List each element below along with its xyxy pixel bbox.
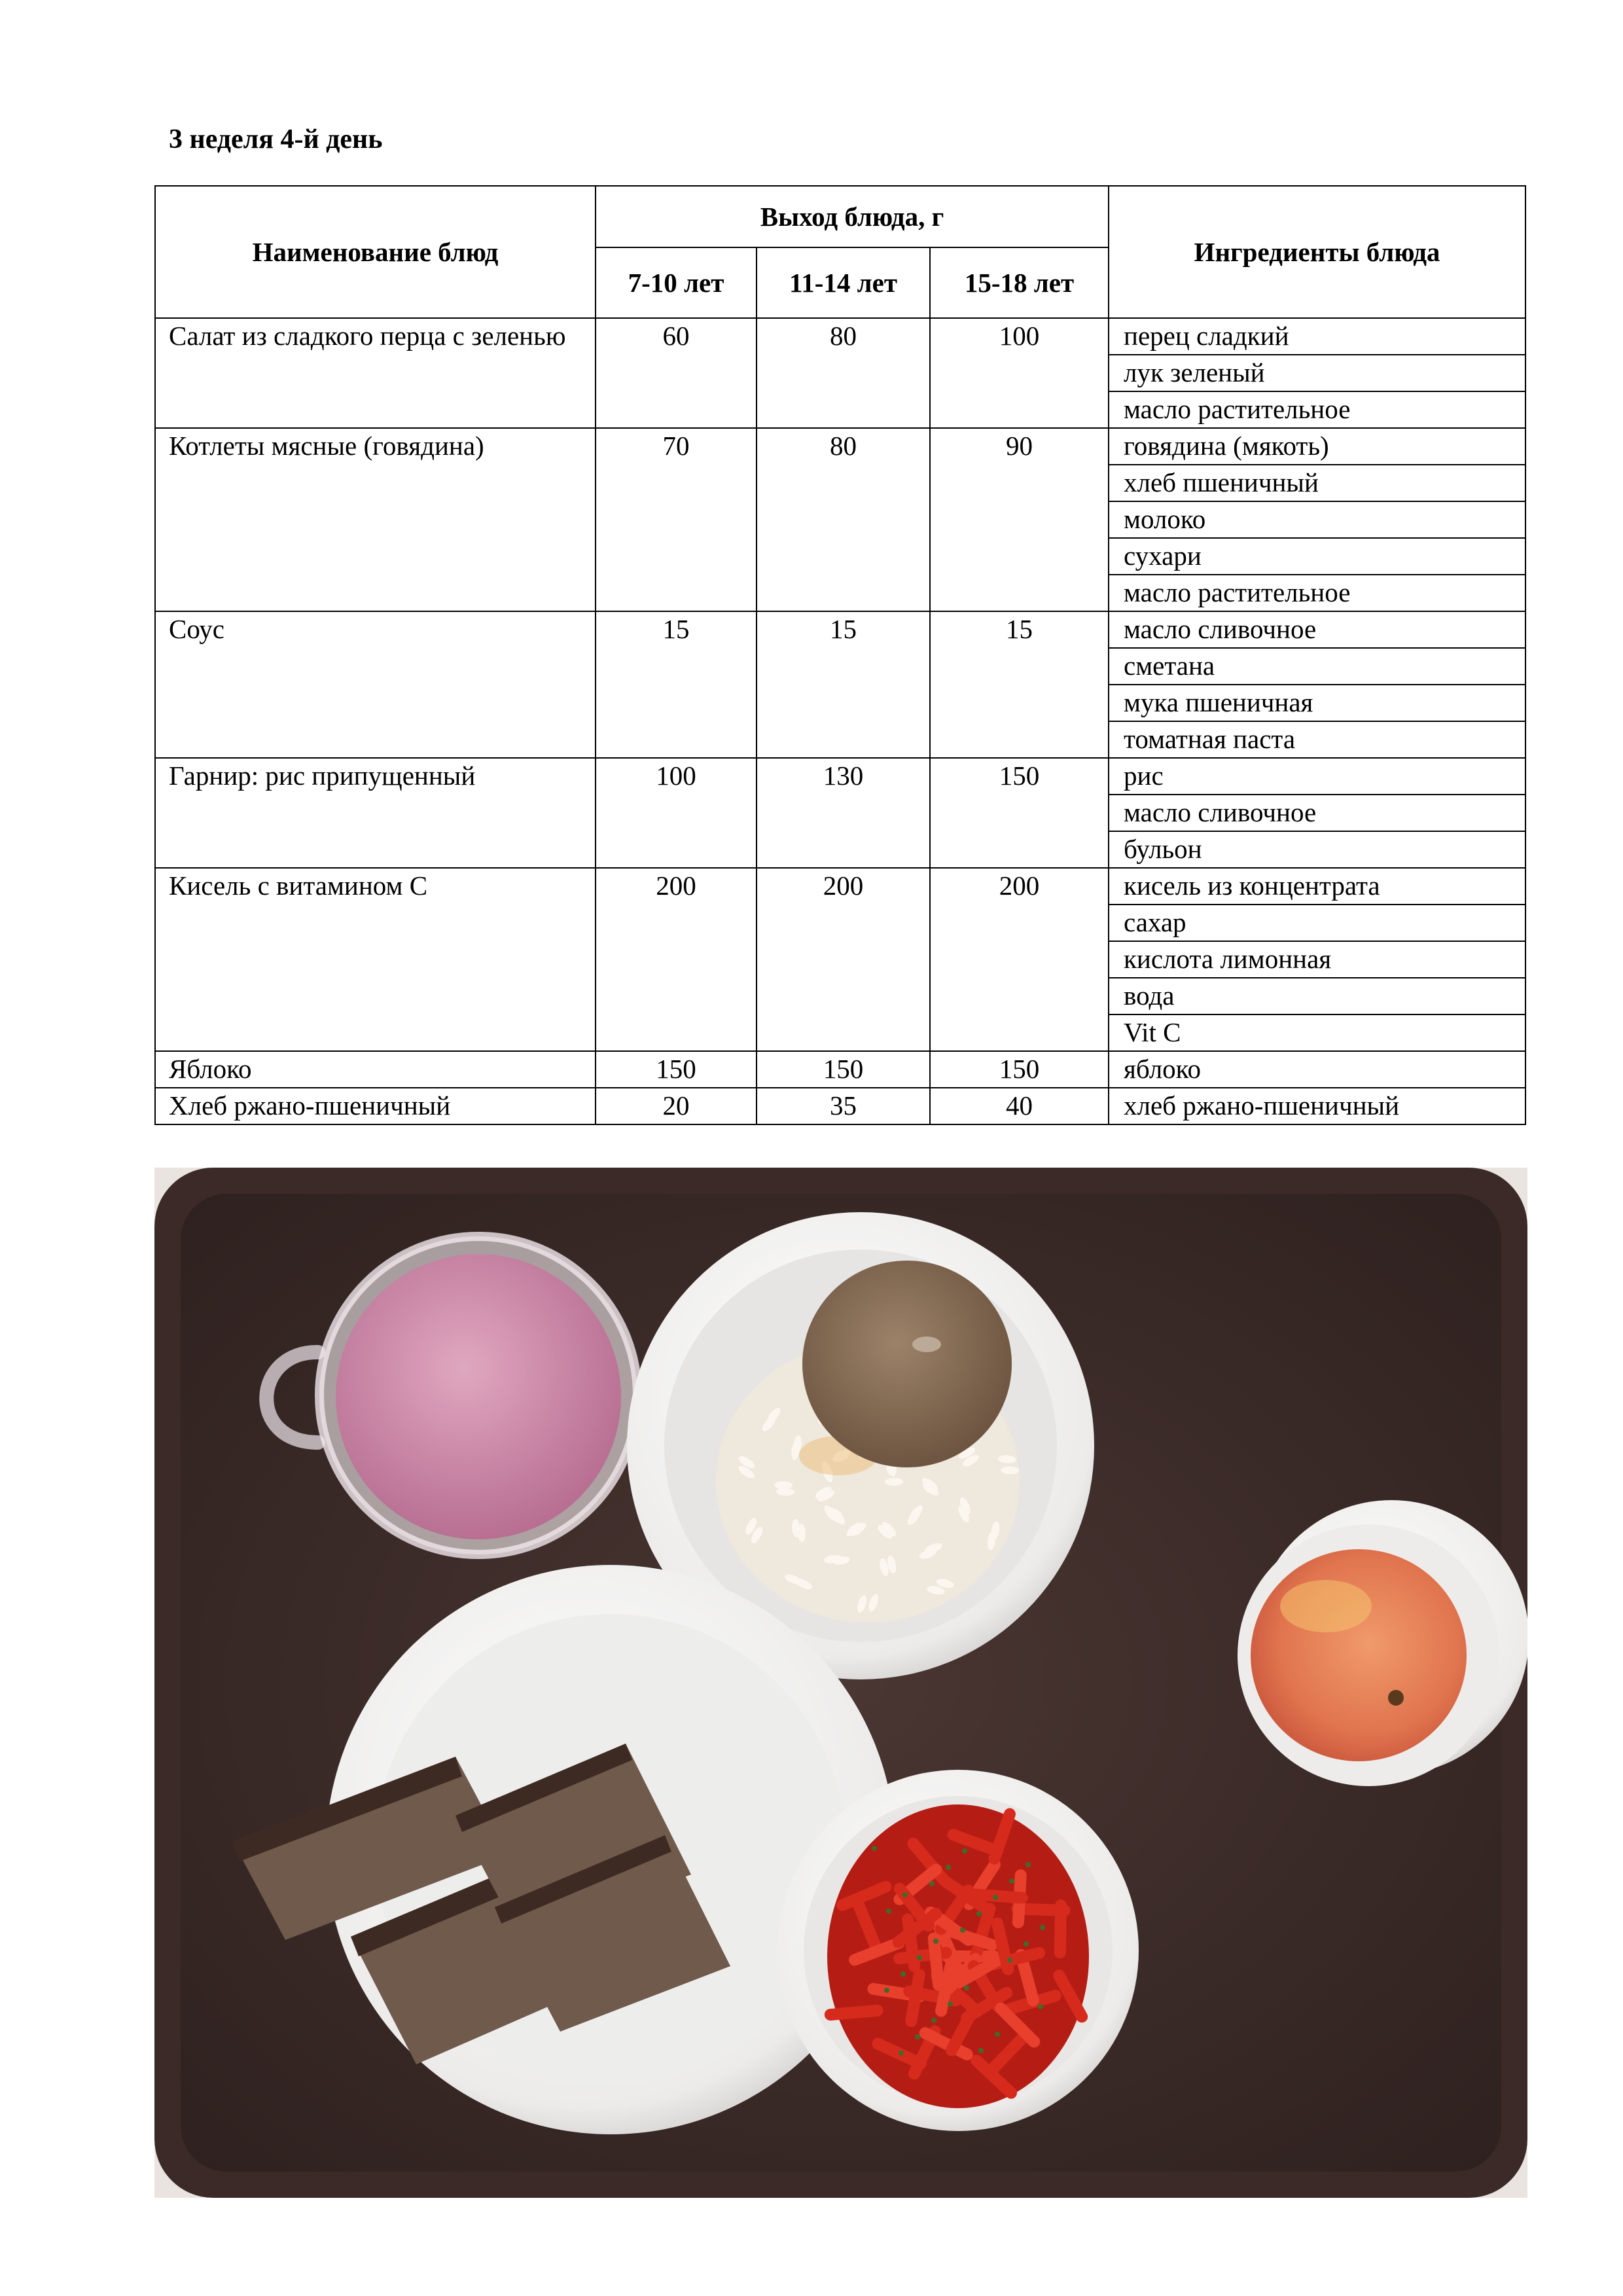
ingredient: рис xyxy=(1109,758,1525,795)
yield-7-10: 60 xyxy=(596,318,757,428)
yield-15-18: 15 xyxy=(930,611,1109,758)
herb-speck xyxy=(948,2001,953,2007)
ingredient: масло растительное xyxy=(1109,391,1525,428)
herb-speck xyxy=(960,1928,965,1933)
ingredient: кислота лимонная xyxy=(1109,941,1525,978)
ingredient: хлеб ржано-пшеничный xyxy=(1109,1088,1525,1124)
header-yield: Выход блюда, г xyxy=(596,186,1109,247)
herb-speck xyxy=(872,1846,877,1851)
dish-name: Хлеб ржано-пшеничный xyxy=(155,1088,596,1124)
herb-speck xyxy=(902,1892,908,1897)
dish-name: Соус xyxy=(155,611,596,758)
yield-7-10: 100 xyxy=(596,758,757,868)
yield-7-10: 200 xyxy=(596,868,757,1051)
herb-speck xyxy=(884,1988,889,1993)
herb-speck xyxy=(901,1971,906,1977)
rice-grain xyxy=(885,1478,903,1486)
table-row xyxy=(155,611,1525,648)
yield-15-18: 150 xyxy=(930,1051,1109,1088)
menu-table xyxy=(154,185,1526,1125)
ingredient: кисель из концентрата xyxy=(1109,868,1525,905)
meal-photo xyxy=(154,1168,1527,2198)
yield-11-14: 130 xyxy=(757,758,930,868)
table-row xyxy=(155,1051,1525,1088)
ingredient: масло растительное xyxy=(1109,575,1525,611)
dish-name: Салат из сладкого перца с зеленью xyxy=(155,318,596,428)
drink xyxy=(336,1254,621,1539)
ingredient: мука пшеничная xyxy=(1109,685,1525,721)
yield-15-18: 90 xyxy=(930,428,1109,611)
yield-11-14: 80 xyxy=(757,318,930,428)
dish-name: Кисель с витамином С xyxy=(155,868,596,1051)
herb-speck xyxy=(962,1848,967,1854)
dish-name: Яблоко xyxy=(155,1051,596,1088)
ingredient: лук зеленый xyxy=(1109,355,1525,391)
herb-speck xyxy=(946,1865,951,1870)
ingredient: говядина (мякоть) xyxy=(1109,428,1525,465)
ingredient: сметана xyxy=(1109,648,1525,685)
herb-speck xyxy=(995,2032,1000,2037)
ingredient: молоко xyxy=(1109,501,1525,538)
cutlet xyxy=(802,1261,1012,1467)
yield-11-14: 200 xyxy=(757,868,930,1051)
table-row xyxy=(155,1088,1525,1124)
herb-speck xyxy=(1038,2004,1043,2009)
yield-15-18: 150 xyxy=(930,758,1109,868)
ingredient: масло сливочное xyxy=(1109,795,1525,831)
yield-7-10: 70 xyxy=(596,428,757,611)
ingredient: сухари xyxy=(1109,538,1525,575)
herb-speck xyxy=(917,1955,922,1960)
ingredient: масло сливочное xyxy=(1109,611,1525,648)
yield-7-10: 150 xyxy=(596,1051,757,1088)
ingredient: Vit C xyxy=(1109,1014,1525,1051)
yield-11-14: 35 xyxy=(757,1088,930,1124)
apple-stem-end xyxy=(1388,1690,1404,1706)
herb-speck xyxy=(915,2034,920,2039)
menu-table-body xyxy=(155,318,1525,1124)
herb-speck xyxy=(964,1985,969,1990)
ingredient: бульон xyxy=(1109,831,1525,868)
herb-speck xyxy=(1040,1925,1045,1930)
herb-speck xyxy=(931,2018,936,2023)
herb-speck xyxy=(1026,1862,1031,1867)
yield-15-18: 40 xyxy=(930,1088,1109,1124)
yield-11-14: 80 xyxy=(757,428,930,611)
header-age-15-18: 15-18 лет xyxy=(930,247,1109,318)
herb-speck xyxy=(929,1881,935,1886)
header-dish-name: Наименование блюд xyxy=(155,186,596,318)
herb-speck xyxy=(1024,1941,1029,1946)
herb-speck xyxy=(1007,1958,1012,1963)
herb-speck xyxy=(1009,1878,1014,1884)
ingredient: перец сладкий xyxy=(1109,318,1525,355)
yield-7-10: 20 xyxy=(596,1088,757,1124)
meal-photo-illustration xyxy=(154,1168,1527,2198)
herb-speck xyxy=(993,1895,998,1900)
dish-name: Гарнир: рис припущенный xyxy=(155,758,596,868)
yield-11-14: 15 xyxy=(757,611,930,758)
yield-15-18: 200 xyxy=(930,868,1109,1051)
apple-highlight xyxy=(1280,1580,1372,1632)
table-row xyxy=(155,318,1525,355)
ingredient: яблоко xyxy=(1109,1051,1525,1088)
header-ingredients: Ингредиенты блюда xyxy=(1109,186,1525,318)
cutlet-highlight xyxy=(912,1336,941,1352)
header-age-11-14: 11-14 лет xyxy=(757,247,930,318)
yield-15-18: 100 xyxy=(930,318,1109,428)
herb-speck xyxy=(899,2051,904,2056)
ingredient: томатная паста xyxy=(1109,721,1525,758)
ingredient: сахар xyxy=(1109,905,1525,941)
ingredient: хлеб пшеничный xyxy=(1109,465,1525,501)
herb-speck xyxy=(933,1939,938,1944)
ingredient: вода xyxy=(1109,978,1525,1014)
table-row xyxy=(155,868,1525,905)
dish-name: Котлеты мясные (говядина) xyxy=(155,428,596,611)
page-title: 3 неделя 4-й день xyxy=(169,124,383,154)
herb-speck xyxy=(976,1911,982,1916)
table-row xyxy=(155,428,1525,465)
herb-speck xyxy=(978,2048,984,2053)
header-age-7-10: 7-10 лет xyxy=(596,247,757,318)
yield-7-10: 15 xyxy=(596,611,757,758)
herb-speck xyxy=(886,1909,891,1914)
table-row xyxy=(155,758,1525,795)
yield-11-14: 150 xyxy=(757,1051,930,1088)
apple xyxy=(1251,1549,1467,1761)
